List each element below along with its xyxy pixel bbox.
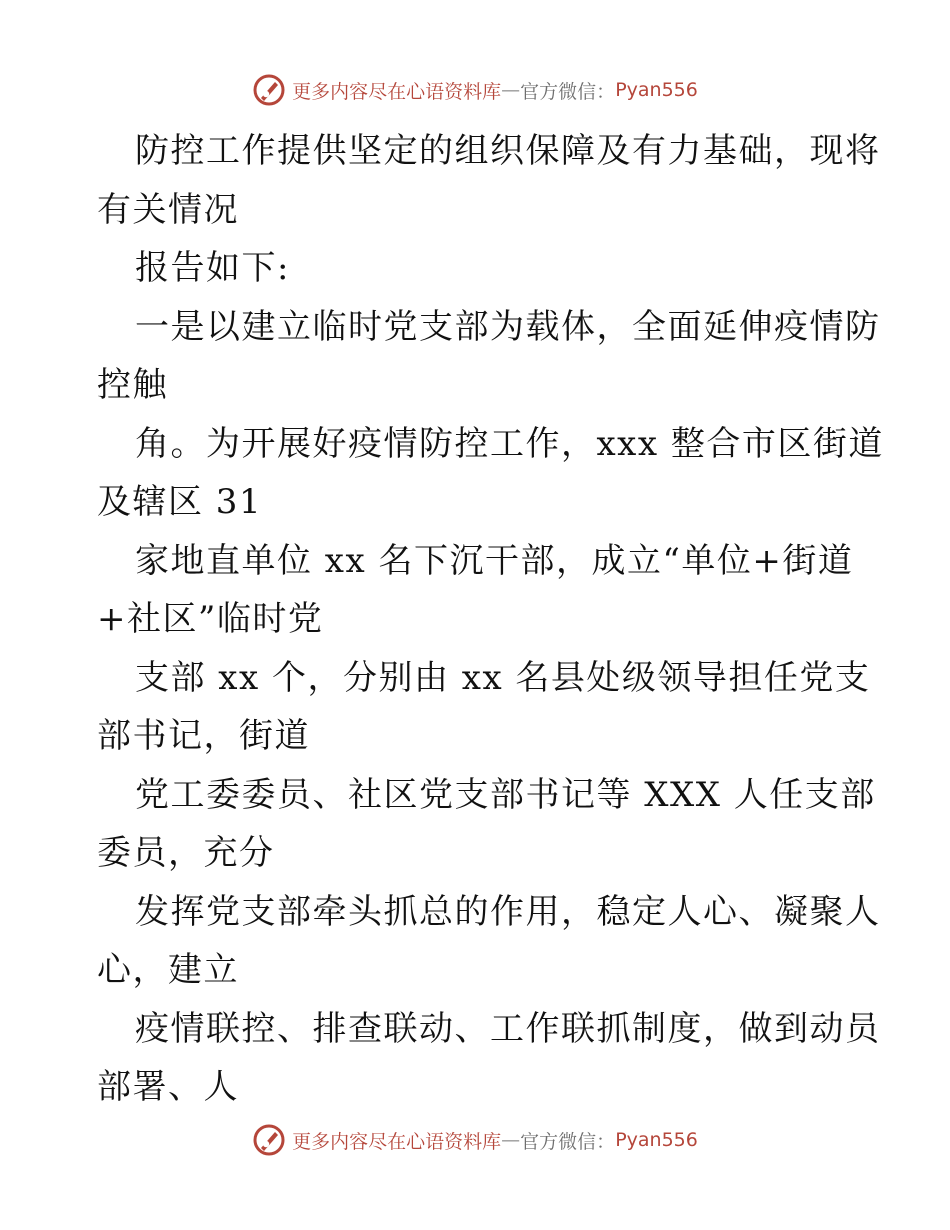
text-line: 一是以建立临时党支部为载体，全面延伸疫情防: [135, 306, 881, 347]
pen-circle-logo-icon: [252, 1123, 286, 1157]
document-body: [97, 122, 884, 1117]
text-line: 有关情况: [97, 189, 239, 230]
text-line: 发挥党支部牵头抓总的作用，稳定人心、凝聚人: [135, 891, 881, 932]
watermark-org: 官方微信：: [520, 80, 616, 103]
text-line: 党工委委员、社区党支部书记等 XXX 人任支部: [135, 774, 876, 815]
watermark-brand: 更多内容尽在心语资料库: [292, 1130, 502, 1153]
header-watermark: [0, 70, 950, 110]
text-line: 及辖区 31: [97, 482, 263, 522]
text-line: 部署、人: [97, 1067, 239, 1107]
text-line: 心，建立: [97, 950, 239, 990]
text-line: 支部 xx 个，分别由 xx 名县处级领导担任党支: [135, 657, 871, 698]
watermark-id: Pyan556: [615, 1129, 698, 1151]
footer-watermark: [0, 1120, 950, 1160]
text-line: 防控工作提供坚定的组织保障及有力基础，现将: [135, 131, 881, 171]
text-line: +社区”临时党: [97, 599, 324, 639]
text-line: 角。为开展好疫情防控工作，xxx 整合市区街道: [135, 423, 884, 464]
text-line: 控触: [97, 365, 168, 405]
text-line: 委员，充分: [97, 833, 275, 873]
watermark-brand: 更多内容尽在心语资料库: [292, 80, 502, 103]
text-line: 疫情联控、排查联动、工作联抓制度，做到动员: [135, 1008, 881, 1049]
watermark-separator: —: [501, 79, 521, 101]
text-line: 家地直单位 xx 名下沉干部，成立“单位+街道: [135, 540, 854, 581]
watermark-separator: —: [501, 1129, 521, 1151]
watermark-org: 官方微信：: [520, 1130, 616, 1153]
text-line: 报告如下:: [135, 248, 290, 288]
pen-circle-logo-icon: [252, 73, 286, 107]
text-line: 部书记，街道: [97, 716, 310, 756]
watermark-id: Pyan556: [615, 79, 698, 101]
